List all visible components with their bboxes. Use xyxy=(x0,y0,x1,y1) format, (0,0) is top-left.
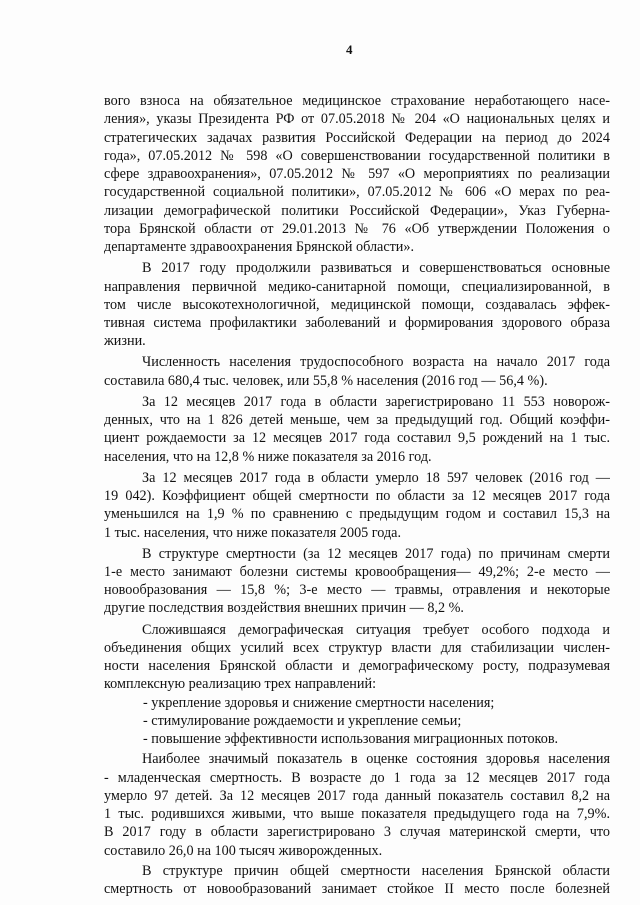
text-line: составила 680,4 тыс. человек, или 55,8 % населения (2016 год — 56,4 %). xyxy=(104,372,548,389)
text-line: 1 тыс. родившихся живыми, что выше показателя предыдущего года на 7,9%. xyxy=(104,806,610,822)
text-line: В 2017 году в области зарегистрировано 3 случая материнской смерти, что xyxy=(104,824,610,841)
text-line: департаменте здравоохранения Брянской области». xyxy=(104,239,415,256)
text-line: За 12 месяцев 2017 года в области зарегистрировано 11 553 новорож- xyxy=(142,393,610,410)
text-line: вого взноса на обязательное медицинское страхование неработающего насе- xyxy=(104,93,610,109)
text-line: денных, что на 1 826 детей меньше, чем за предыдущий год. Общий коэффи- xyxy=(104,412,610,428)
text-line: сфере здравоохранения», 07.05.2012 № 597 «О мероприятиях по реализации xyxy=(104,166,610,182)
text-line: стратегических задачах развития Российской Федерации на период до 2024 xyxy=(104,129,610,146)
text-line: В структуре причин общей смертности населения Брянской области xyxy=(142,862,610,879)
text-line: составило 26,0 на 100 тысяч живорожденных. xyxy=(104,842,383,859)
text-line: года», 07.05.2012 № 598 «О совершенствовании государственной политики в xyxy=(104,147,610,164)
text-line: новообразования — 15,8 %; 3-е место — травмы, отравления и некоторые xyxy=(104,582,610,599)
text-line: В структуре смертности (за 12 месяцев 2017 года) по причинам смерти xyxy=(142,545,610,562)
text-line: - младенческая смертность. В возрасте до 1 года за 12 месяцев 2017 года xyxy=(104,769,610,786)
text-line: В 2017 году продолжили развиваться и совершенствоваться основные xyxy=(142,260,610,277)
text-line: ления», указы Президента РФ от 07.05.2018 № 204 «О национальных целях и xyxy=(104,111,610,128)
text-line: жизни. xyxy=(104,333,146,350)
text-line: направления первичной медико-санитарной помощи, специализированной, в xyxy=(104,278,610,295)
text-line: Сложившаяся демографическая ситуация требует особого подхода и xyxy=(142,621,610,638)
text-line: комплексную реализацию трех направлений: xyxy=(104,676,377,693)
text-line: умерло 97 детей. За 12 месяцев 2017 года данный показатель составил 8,2 на xyxy=(104,787,610,804)
text-line: государственной социальной политики», 07.05.2012 № 606 «О мерах по реа- xyxy=(104,184,610,201)
bullet-item: - укрепление здоровья и снижение смертности населения; xyxy=(143,694,495,711)
bullet-item: - стимулирование рождаемости и укрепление семьи; xyxy=(143,712,462,729)
text-line: 1-е место занимают болезни системы кровообращения— 49,2%; 2-е место — xyxy=(104,563,610,580)
text-line: объединения общих усилий всех структур власти для стабилизации числен- xyxy=(104,639,610,656)
text-line: тивная система профилактики заболеваний и формирования здорового образа xyxy=(104,315,610,331)
text-line: 19 042). Коэффициент общей смертности по области за 12 месяцев 2017 года xyxy=(104,488,610,504)
text-line: тора Брянской области от 29.01.2013 № 76 «Об утверждении Положения о xyxy=(104,220,610,237)
text-line: Численность населения трудоспособного возраста на начало 2017 года xyxy=(142,354,610,371)
text-line: уменьшился на 1,9 % по сравнению с предыдущим годом и составил 15,3 на xyxy=(104,506,610,523)
text-line: том числе высокотехнологичной, медицинской помощи, создавалась эффек- xyxy=(104,296,610,313)
text-line: смертность от новообразований занимает стойкое II место после болезней xyxy=(104,881,610,897)
text-line: другие последствия воздействия внешних причин — 8,2 %. xyxy=(104,600,464,617)
text-line: лизации демографической политики Российской Федерации», Указ Губерна- xyxy=(104,202,610,219)
page-number: 4 xyxy=(346,42,353,57)
text-line: За 12 месяцев 2017 года в области умерло 18 597 человек (2016 год — xyxy=(142,469,610,486)
text-line: Наиболее значимый показатель в оценке состояния здоровья населения xyxy=(142,751,610,768)
text-line: ности населения Брянской области и демографическому росту, подразумевая xyxy=(104,658,610,675)
text-line: 1 тыс. населения, что ниже показателя 2005 года. xyxy=(104,524,402,541)
text-line: циент рождаемости за 12 месяцев 2017 года составил 9,5 рождений на 1 тыс. xyxy=(104,430,610,447)
text-line: населения, что на 12,8 % ниже показателя за 2016 год. xyxy=(104,448,432,465)
bullet-item: - повышение эффективности использования миграционных потоков. xyxy=(143,731,559,748)
